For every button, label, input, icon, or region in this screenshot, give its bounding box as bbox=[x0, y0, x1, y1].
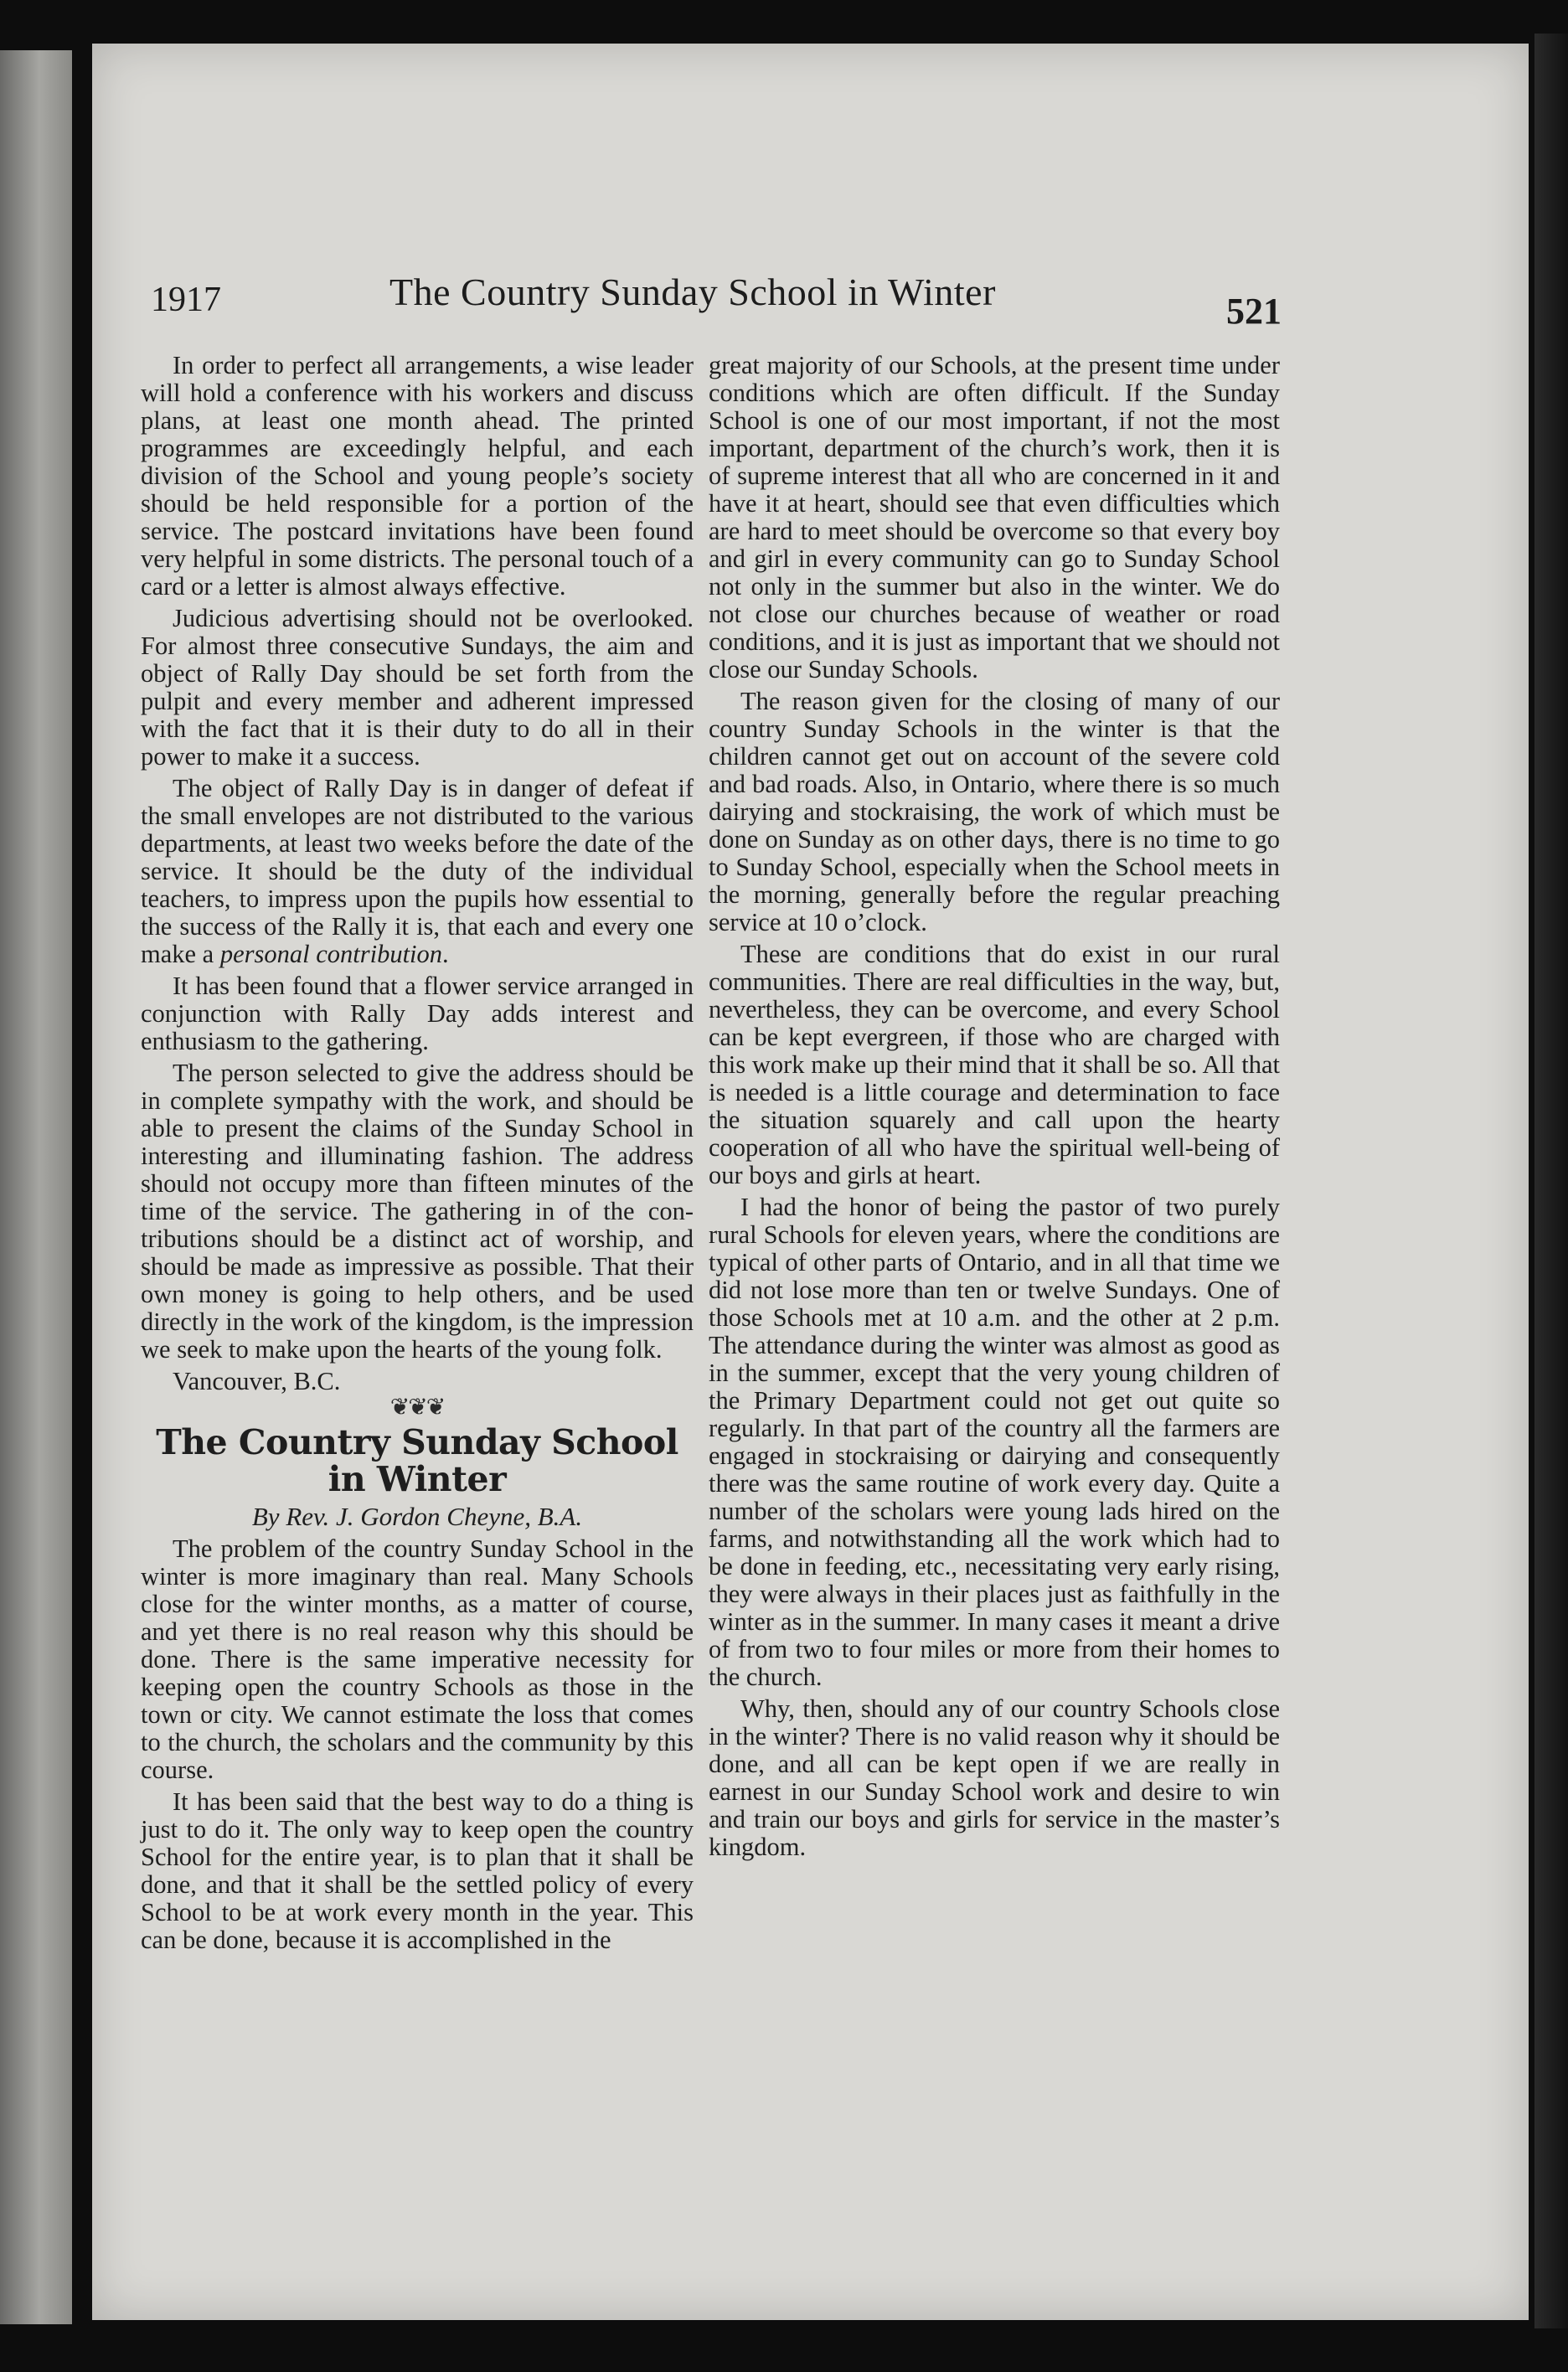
paragraph: These are conditions that do exist in our rural communities. There are real difficulties in the way, but, nevertheless, they can be overcome, and every School can be kept evergreen, if those who are charged with this work make up their mind that it shall be so. All that is needed is a little courage and determination to face the situation squarely and call upon the hearty cooperation of all who have the spiritual well-being of our boys and girls at heart. bbox=[709, 940, 1280, 1189]
left-column bbox=[141, 352, 694, 1958]
book-cover-edge bbox=[1534, 34, 1568, 2328]
running-header bbox=[151, 270, 1282, 332]
paragraph: Judicious advertising should not be overlooked. For almost three consecutive Sundays, the aim and object of Rally Day should be set forth from the pulpit and every member and adherent impressed with the fact that it is their duty to do all in their power to make it a success. bbox=[141, 604, 694, 771]
paragraph: The object of Rally Day is in danger of defeat if the small envelopes are not distributed to the various departments, at least two weeks before the date of the service. It should be the duty of the individual teachers, to impress upon the pupils how essential to the success of the Rally it is, that each and every one make a personal contribution. bbox=[141, 774, 694, 968]
paragraph: In order to perfect all arrangements, a wise leader will hold a conference with his workers and discuss plans, at least one month ahead. The printed programmes are exceedingly helpful, and each division of the School and young people’s society should be held responsible for a portion of the service. The postcard invitations have been found very helpful in some districts. The personal touch of a card or a letter is almost always effective. bbox=[141, 351, 694, 601]
paragraph: It has been found that a flower service arranged in conjunction with Rally Day adds interest and enthusiasm to the gathering. bbox=[141, 972, 694, 1055]
section-ornament: ❦❦❦ bbox=[389, 1395, 445, 1421]
page-number: 521 bbox=[1226, 291, 1282, 332]
paragraph: Why, then, should any of our country Schools close in the winter? There is no valid reason why it should be done, and all can be kept open if we are really in earnest in our Sunday School work and desire to win and train our boys and girls for service in the master’s kingdom. bbox=[709, 1694, 1280, 1861]
signoff-location: Vancouver, B.C. bbox=[173, 1367, 341, 1395]
article-byline: By Rev. J. Gordon Cheyne, B.A. bbox=[251, 1502, 583, 1531]
paragraph: I had the honor of being the pastor of two purely rural Schools for eleven years, where the conditions are typical of other parts of Ontario, and in all that time we did not lose more than ten or twelve Sundays. One of those Schools met at 10 a.m. and the other at 2 p.m. The attendance during the winter was almost as good as in the summer, except that the very young children of the Primary Department could not get out quite so regularly. In that part of the country all the farmers are engaged in stockraising or dairying and consequently there was the same routine of work every day. Quite a number of the scholars were young lads hired on the farms, and notwithstanding all the work which had to be done in feeding, etc., necessitating very early rising, they were always in their places just as faithfully in the winter as in the summer. In many cases it meant a drive of from two to four miles or more from their homes to the church. bbox=[709, 1193, 1280, 1691]
paragraph: The person selected to give the address should be in complete sympathy with the work, and should be able to present the claims of the Sunday School in interesting and illuminating fashion. The address should not occupy more than fifteen minutes of the time of the service. The gathering in of the contributions should be a distinct act of worship, and should be made as impressive as possible. That their own money is going to help others, and be used directly in the work of the kingdom, is the impression we seek to make upon the hearts of the young folk. bbox=[141, 1059, 694, 1364]
paragraph-continued: great majority of our Schools, at the present time under conditions which are often difficult. If the Sunday School is one of our most important, if not the most important, department of the church’s work, then it is of supreme interest that all who are concerned in it and have it at heart, should see that even difficulties which are hard to meet should be overcome so that every boy and girl in every community can go to Sunday School not only in the summer but also in the winter. We do not close our churches because of weather or road conditions, and it is just as important that we should not close our Sunday Schools. bbox=[709, 351, 1280, 683]
section-title: The Country Sunday School in Winter bbox=[156, 1422, 678, 1499]
paragraph: The reason given for the closing of many of our country Sunday Schools in the winter is that the children cannot get out on account of the severe cold and bad roads. Also, in Ontario, where there is so much dairying and stockraising, the work of which must be done on Sunday as on other days, there is no time to go to Sunday School, especially when the School meets in the morning, generally before the regular preaching service at 10 o’clock. bbox=[709, 687, 1280, 936]
paragraph: The problem of the country Sunday School in the winter is more imaginary than real. Many Schools close for the winter months, as a matter of course, and yet there is no real reason why this should be done. There is the same imperative necessity for keeping open the country Schools as those in the town or city. We cannot estimate the loss that comes to the church, the scholars and the community by this course. bbox=[141, 1534, 694, 1784]
facing-page-edge bbox=[0, 50, 72, 2324]
paragraph: It has been said that the best way to do a thing is just to do it. The only way to keep open the country School for the entire year, is to plan that it shall be done, and that it shall be the settled policy of every School to be at work every month in the year. This can be done, because it is accomplished in the bbox=[141, 1787, 694, 1954]
header-year: 1917 bbox=[151, 281, 221, 319]
header-title: The Country Sunday School in Winter bbox=[389, 271, 996, 313]
emphasis: personal contribution bbox=[219, 940, 443, 968]
right-column bbox=[709, 352, 1280, 1865]
